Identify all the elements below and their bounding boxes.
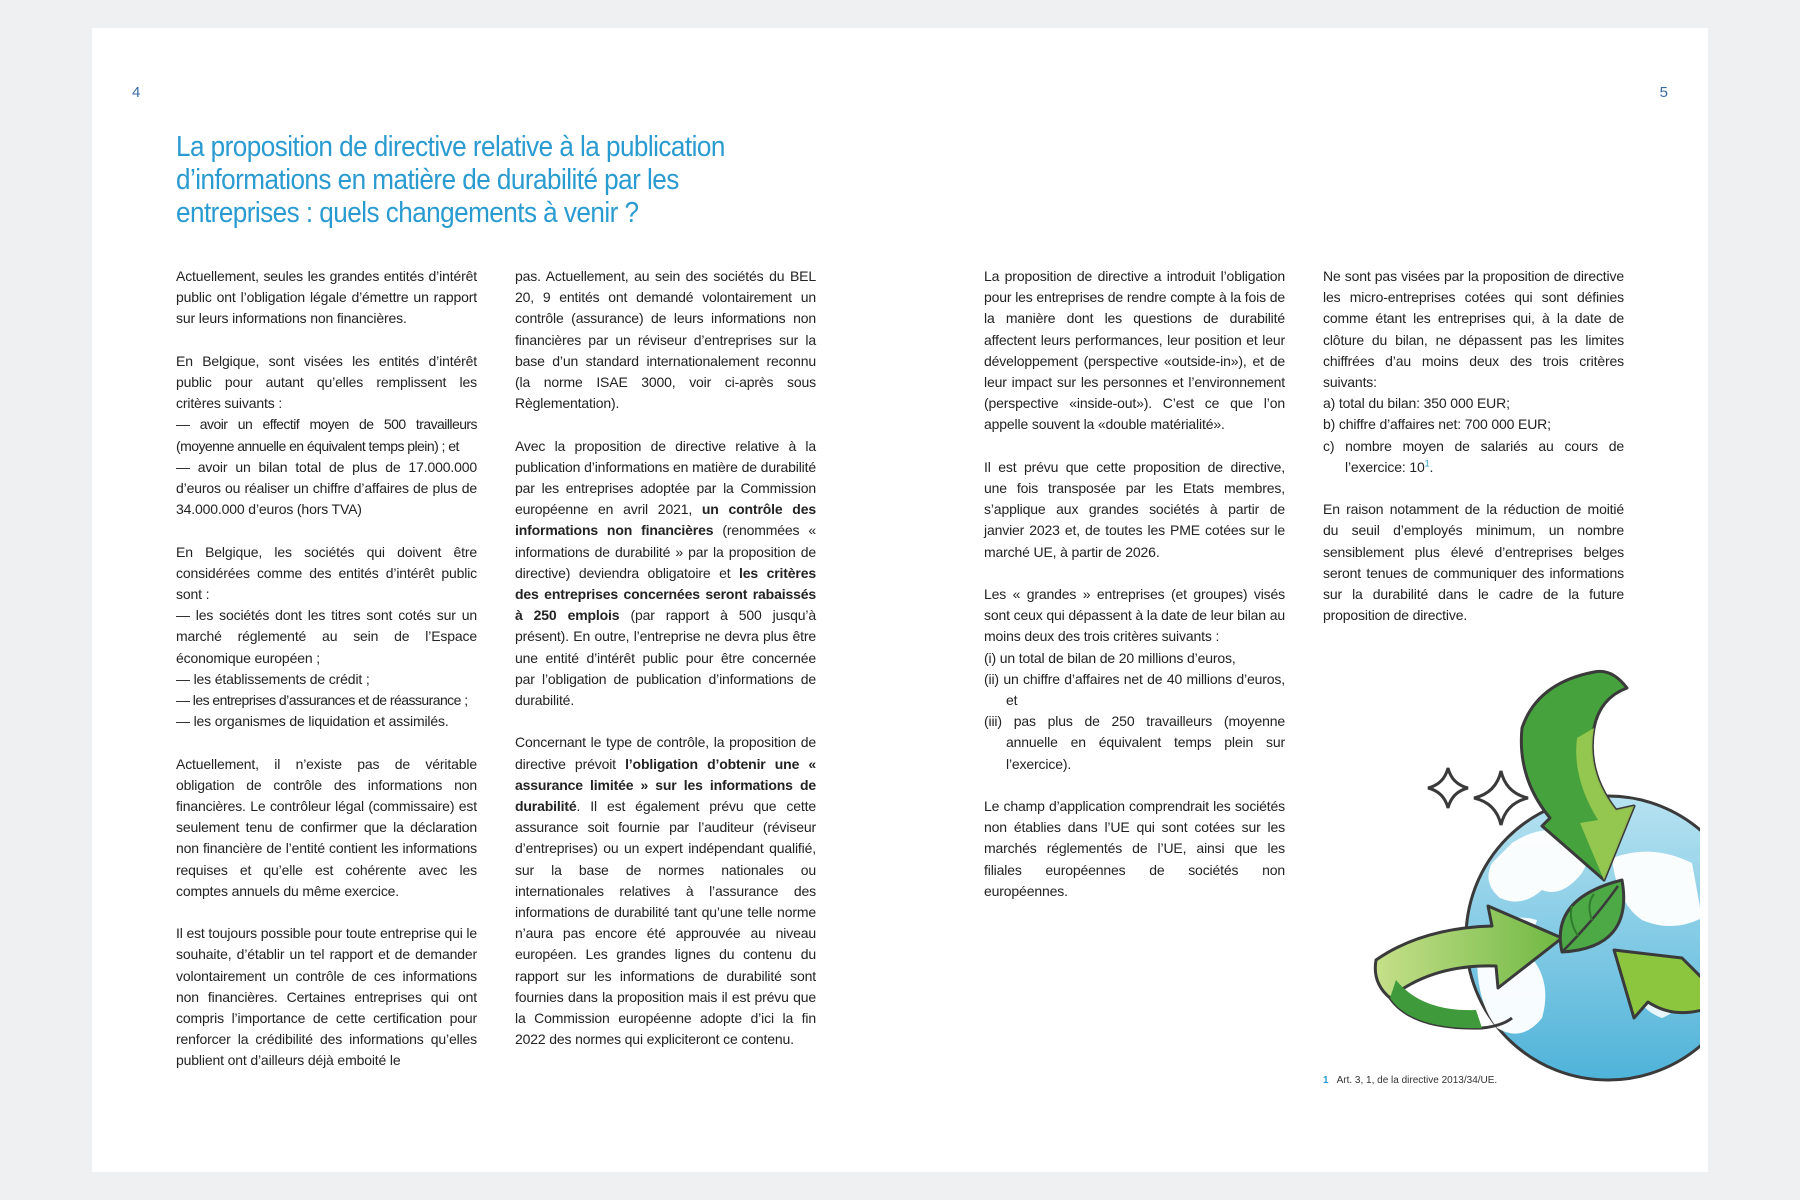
- paragraph: [515, 732, 816, 1050]
- text-run: Concernant le type de contrôle, la proposition de directive prévoit: [515, 734, 816, 772]
- paragraph: pas. Actuellement, au sein des sociétés du BEL 20, 9 entités ont demandé volontairement un contrôle (assurance) de leurs informations non financières par un réviseur d’entreprises sur la base d’un standard internationalement reconnu (la norme ISAE 3000, voir ci-après sous Règlementation).: [515, 268, 816, 412]
- paragraph: Actuellement, il n’existe pas de véritable obligation de contrôle des informations non financières. Le contrôleur légal (commissaire) est seulement tenu de confirmer que la déclaration non financière de l’entité contient les informations requises et qu’elle est cohérente avec les comptes annuels du même exercice.: [176, 755, 477, 899]
- list-item: (i) un total de bilan de 20 millions d’euros,: [984, 649, 1236, 666]
- bold-text: l’obligation d’obtenir une « assurance limitée » sur les informations de durabilité: [515, 755, 816, 815]
- paragraph-list: [984, 584, 1285, 775]
- paragraph-list: [1323, 266, 1624, 478]
- list-item: — les sociétés dont les titres sont cotés sur un marché réglementé au sein de l’Espace économique européen ;: [176, 607, 477, 666]
- text-column-4: [1323, 266, 1624, 626]
- sparkle-icon: [1474, 771, 1528, 825]
- page-title: La proposition de directive relative à la publication d’informations en matière de durabilité par les entreprises : quels changements à venir ?: [176, 131, 725, 229]
- paragraph-list: [176, 351, 477, 521]
- list-item: (iii) pas plus de 250 travailleurs (moyenne annuelle en équivalent temps plein sur l’exercice).: [984, 713, 1285, 772]
- paragraph: Actuellement, seules les grandes entités d’intérêt public ont l’obligation légale d’émettre un rapport sur leurs informations non financières.: [176, 268, 477, 327]
- footnote-ref[interactable]: 1: [1424, 458, 1430, 469]
- footnote-text: Art. 3, 1, de la directive 2013/34/UE.: [1336, 1075, 1498, 1086]
- paragraph: [515, 436, 816, 712]
- list-intro: Les « grandes » entreprises (et groupes) visés sont ceux qui dépassent à la date de leur bilan au moins deux des trois critères suivants :: [984, 586, 1285, 645]
- paragraph: Il est prévu que cette proposition de directive, une fois transposée par les Etats membres, s’applique aux grandes sociétés à partir de janvier 2023 et, de toutes les PME cotées sur le marché UE, à partir de 2026.: [984, 458, 1285, 560]
- list-item: — avoir un effectif moyen de 500 travailleurs (moyenne annuelle en équivalent temps plein) ; et: [176, 416, 477, 454]
- paragraph: En raison notamment de la réduction de moitié du seuil d’employés minimum, un nombre sensiblement plus élevé d’entreprises belges seront tenues de communiquer des informations sur la durabilité dans le cadre de la future proposition de directive.: [1323, 501, 1624, 624]
- list-item: — avoir un bilan total de plus de 17.000.000 d’euros ou réaliser un chiffre d’affaires de plus de 34.000.000 d’euros (hors TVA): [176, 458, 477, 518]
- list-item: a) total du bilan: 350 000 EUR;: [1323, 395, 1510, 412]
- paragraph: La proposition de directive a introduit l’obligation pour les entreprises de rendre compte à la fois de la manière dont les questions de durabilité affectent leurs performances, leur position et leur développement (perspective «outside-in»), et de leur impact sur les personnes et l’environnement (perspective «inside-out»). C’est ce que l’on appelle souvent la «double matérialité».: [984, 268, 1285, 433]
- list-item: b) chiffre d’affaires net: 700 000 EUR;: [1323, 416, 1551, 433]
- paragraph-list: [176, 542, 477, 733]
- list-item: — les établissements de crédit ;: [176, 670, 370, 687]
- text-run: (renommées « informations de durabilité » par la proposition de directive) deviendra obligatoire et: [515, 522, 816, 581]
- paragraph: Le champ d’application comprendrait les sociétés non établies dans l’UE qui sont cotées sur les marchés réglementés de l’UE, ainsi que les filiales européennes de sociétés non européennes.: [984, 798, 1285, 899]
- text-run: .: [1429, 458, 1434, 475]
- text-run: c) nombre moyen de salariés au cours de l’exercice: 10: [1323, 437, 1624, 475]
- list-item: [1323, 436, 1624, 478]
- bold-text: les critères des entreprises concernées seront rabaissés à 250 emplois: [515, 564, 817, 624]
- footnote: [1323, 1075, 1497, 1086]
- list-item: (ii) un chiffre d’affaires net de 40 millions d’euros, et: [984, 670, 1285, 709]
- list-intro: En Belgique, sont visées les entités d’intérêt public pour autant qu’elles remplissent les critères suivants :: [176, 352, 477, 412]
- sparkle-icon: [1428, 768, 1468, 808]
- list-intro: En Belgique, les sociétés qui doivent être considérées comme des entités d’intérêt public sont :: [176, 543, 477, 603]
- text-column-3: [984, 266, 1285, 902]
- paragraph: Il est toujours possible pour toute entreprise qui le souhaite, d’établir un tel rapport et de demander volontairement un contrôle de ces informations non financières. Certaines entreprises qui ont compris l’importance de cette certification pour renforcer la crédibilité des informations qu’elles publient ont d’ailleurs déjà emboité le: [176, 925, 478, 1069]
- footnote-number: 1: [1323, 1075, 1329, 1086]
- globe-recycle-leaf-icon: [1372, 658, 1708, 1088]
- list-item: — les organismes de liquidation et assimilés.: [176, 713, 449, 730]
- page-number-left: 4: [132, 84, 141, 101]
- text-column-1: [176, 266, 477, 1072]
- text-run: (par rapport à 500 jusqu’à présent). En outre, l’entreprise ne devra plus être une entité d’intérêt public pour être concernée par l’obligation de publication d’informations de durabilité.: [515, 607, 816, 709]
- list-intro: Ne sont pas visées par la proposition de directive les micro-entreprises cotées qui sont définies comme étant les entreprises qui, à la date de clôture du bilan, ne dépassent pas les limites chiffrées d’au moins deux des trois critères suivants:: [1323, 268, 1624, 391]
- list-item: — les entreprises d’assurances et de réassurance ;: [176, 692, 468, 709]
- page-number-right: 5: [1659, 84, 1668, 101]
- text-column-2: [515, 266, 816, 1050]
- text-run: . Il est également prévu que cette assurance soit fournie par l’auditeur (réviseur d’entreprises) ou un expert indépendant qualifié, sur la base de normes nationales ou internationales relatives à l’assurance des informations de durabilité tant qu’une telle norme n’aura pas encore été approuvée au niveau européen. Les grandes lignes du contenu du rapport sur les informations de durabilité sont fournies dans la proposition mais il est prévu que la Commission européenne adopte d’ici la fin 2022 des normes qui expliciteront ce contenu.: [515, 798, 816, 1048]
- document-spread: [92, 28, 1708, 1172]
- bold-text: un contrôle des informations non financières: [515, 501, 816, 539]
- text-run: Avec la proposition de directive relative à la publication d’informations en matière de durabilité par les entreprises adoptée par la Commission européenne en avril 2021,: [515, 437, 816, 518]
